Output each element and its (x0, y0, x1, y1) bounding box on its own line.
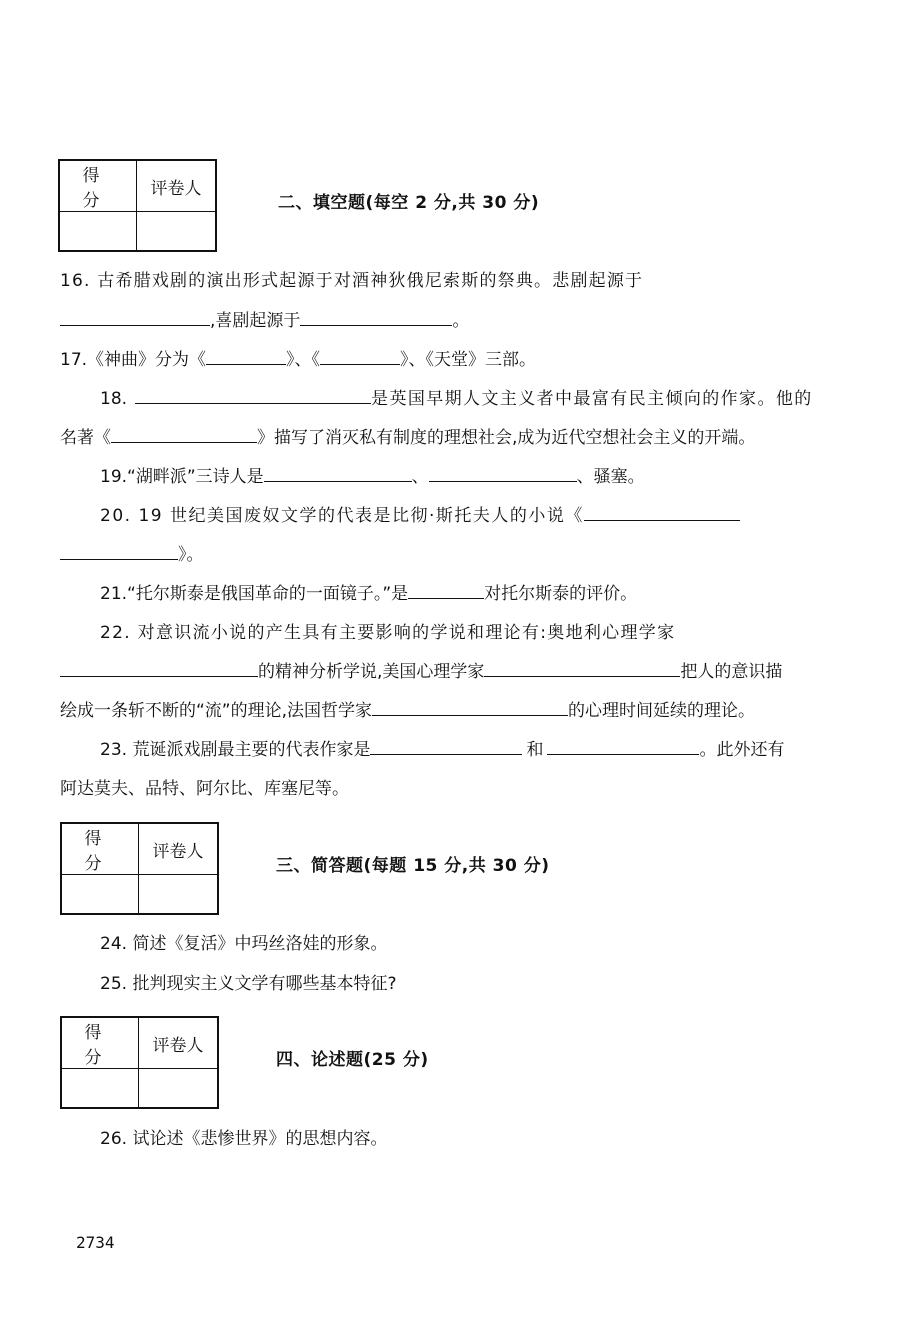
grader-header: 评卷人 (139, 1017, 219, 1069)
page-number: 2734 (76, 1233, 115, 1252)
section-4-title: 四、论述题(25 分) (276, 1050, 429, 1070)
score-header: 得 分 (61, 823, 139, 875)
question-23-line-1: 23. 荒诞派戏剧最主要的代表作家是 和 。此外还有 (100, 740, 785, 760)
question-18-line-2: 名著《 》描写了消灭私有制度的理想社会,成为近代空想社会主义的开端。 (60, 428, 756, 448)
answer-blank[interactable] (484, 675, 680, 677)
score-box-section-3 (60, 822, 219, 915)
answer-blank[interactable] (60, 324, 210, 326)
answer-blank[interactable] (372, 714, 568, 716)
score-cell[interactable] (59, 212, 137, 252)
question-22-line-1: 22. 对意识流小说的产生具有主要影响的学说和理论有:奥地利心理学家 (100, 623, 676, 643)
grader-cell[interactable] (139, 1069, 219, 1109)
answer-blank[interactable] (547, 753, 699, 755)
grader-header: 评卷人 (139, 823, 219, 875)
score-cell[interactable] (61, 875, 139, 915)
question-26: 26. 试论述《悲惨世界》的思想内容。 (100, 1129, 388, 1149)
score-cell[interactable] (61, 1069, 139, 1109)
question-17: 17.《神曲》分为《 》、《 》、《天堂》三部。 (60, 350, 537, 370)
grader-cell[interactable] (139, 875, 219, 915)
question-20-line-1: 20. 19 世纪美国废奴文学的代表是比彻·斯托夫人的小说《 (100, 501, 740, 526)
score-box-section-2 (58, 159, 217, 252)
answer-blank[interactable] (111, 441, 257, 443)
answer-blank[interactable] (264, 480, 412, 482)
grader-header: 评卷人 (137, 160, 217, 212)
question-16-line-2: ,喜剧起源于 。 (60, 306, 469, 331)
question-22-line-3: 绘成一条斩不断的“流”的理论,法国哲学家 的心理时间延续的理论。 (60, 701, 756, 721)
answer-blank[interactable] (429, 480, 577, 482)
question-24: 24. 简述《复活》中玛丝洛娃的形象。 (100, 934, 388, 954)
answer-blank[interactable] (206, 363, 286, 365)
score-header: 得 分 (61, 1017, 139, 1069)
question-21: 21.“托尔斯泰是俄国革命的一面镜子。”是 对托尔斯泰的评价。 (100, 584, 638, 604)
grader-cell[interactable] (137, 212, 217, 252)
section-2-title: 二、填空题(每空 2 分,共 30 分) (278, 193, 540, 213)
question-19: 19.“湖畔派”三诗人是 、 、骚塞。 (100, 467, 645, 487)
score-box-section-4 (60, 1016, 219, 1109)
answer-blank[interactable] (60, 675, 258, 677)
question-18-line-1: 18. 是英国早期人文主义者中最富有民主倾向的作家。他的 (100, 389, 813, 409)
answer-blank[interactable] (300, 324, 452, 326)
question-16-line-1: 16. 古希腊戏剧的演出形式起源于对酒神狄俄尼索斯的祭典。悲剧起源于 (60, 271, 644, 291)
question-22-line-2: 的精神分析学说,美国心理学家 把人的意识描 (60, 657, 782, 682)
answer-blank[interactable] (135, 402, 371, 404)
answer-blank[interactable] (584, 519, 740, 521)
answer-blank[interactable] (320, 363, 400, 365)
answer-blank[interactable] (370, 753, 522, 755)
question-25: 25. 批判现实主义文学有哪些基本特征? (100, 974, 397, 994)
question-23-line-2: 阿达莫夫、品特、阿尔比、库塞尼等。 (60, 779, 349, 799)
answer-blank[interactable] (60, 558, 178, 560)
section-3-title: 三、简答题(每题 15 分,共 30 分) (276, 856, 550, 876)
score-header: 得 分 (59, 160, 137, 212)
answer-blank[interactable] (408, 597, 484, 599)
question-20-line-2: 》。 (60, 540, 204, 565)
